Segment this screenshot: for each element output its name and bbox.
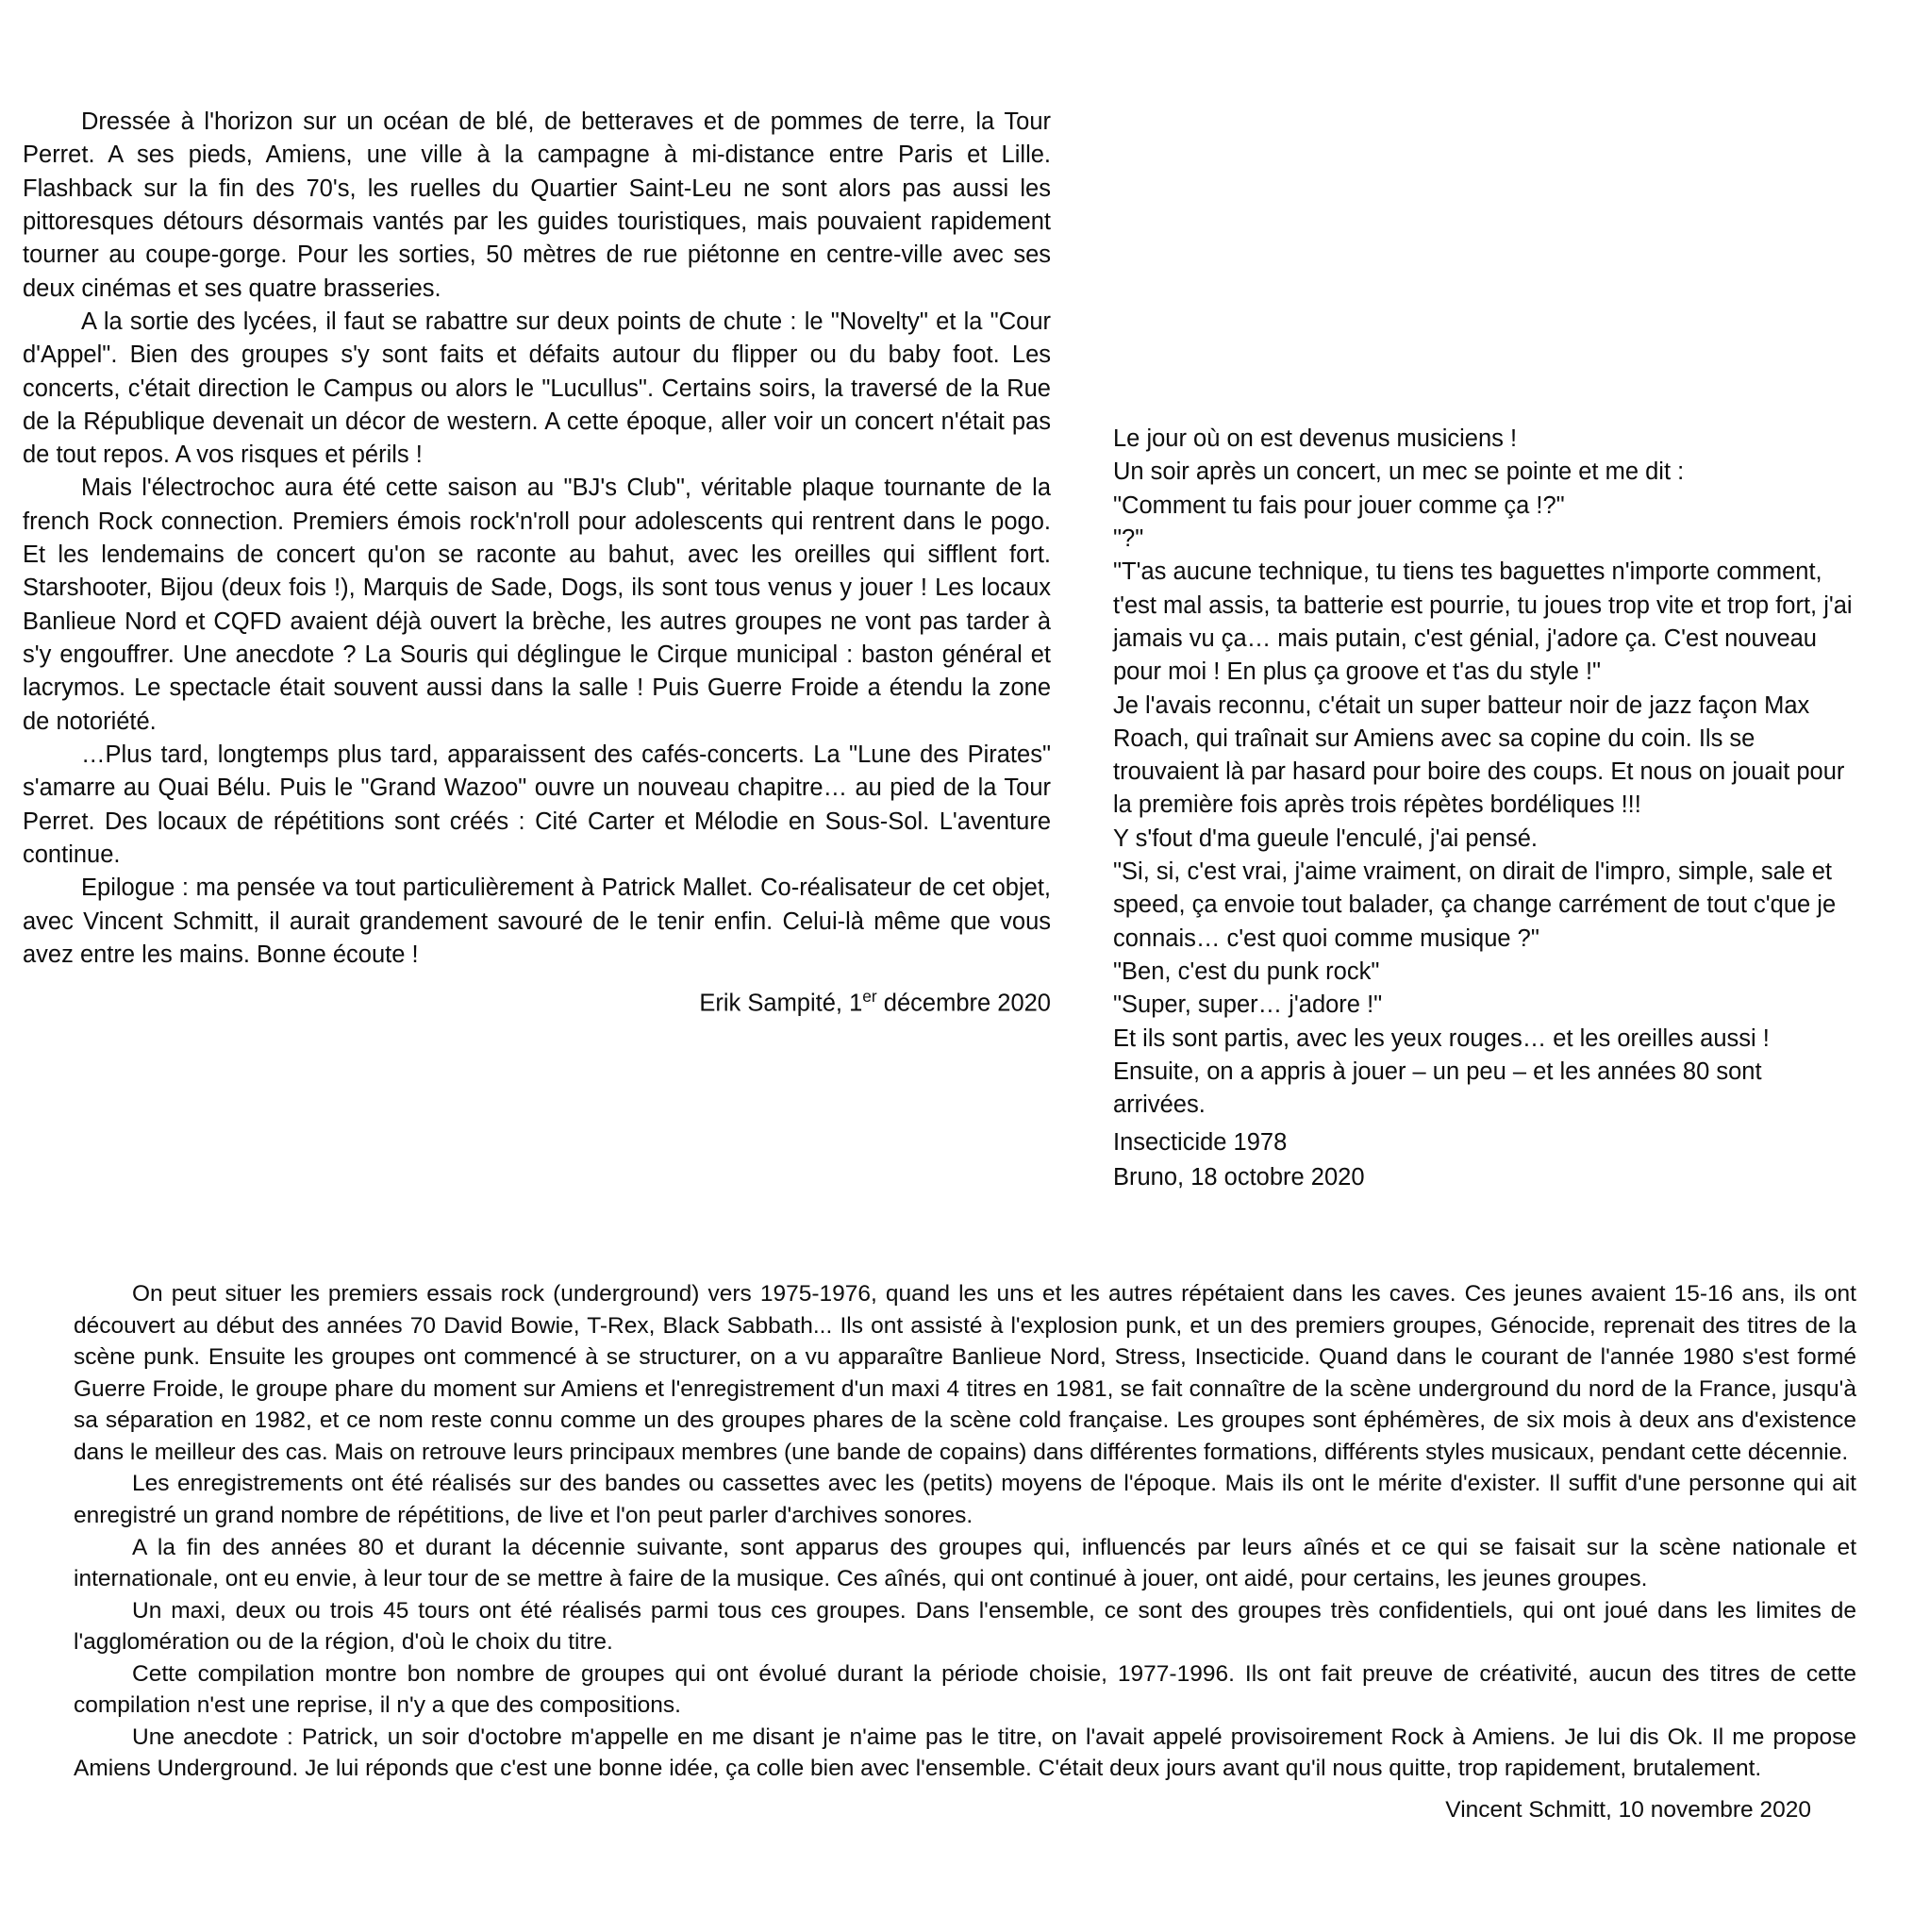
dialogue-line: "Si, si, c'est vrai, j'aime vraiment, on dirait de l'impro, simple, sale et speed, ça envoie tout balader, ça change carrément de tout c'que je connais… c'est quoi comme musique ?" [1113, 858, 1837, 952]
paragraph: A la sortie des lycées, il faut se rabattre sur deux points de chute : le "Novelty" et la "Cour d'Appel". Bien des groupes s'y sont faits et défaits autour du flipper ou du baby foot. Les concerts, c'était direction le Campus ou alors le "Lucullus". Certains soirs, la traversé de la Rue de la République devenait un décor de western. A cette époque, aller voir un concert n'était pas de tout repos. A vos risques et périls ! [23, 308, 1051, 469]
paragraph: Les enregistrements ont été réalisés sur des bandes ou cassettes avec les (petits) moyens de l'époque. Mais ils ont le mérite d'exister. Il suffit d'une personne qui ait enregistré un grand nombre de répétitions, de live et l'on peut parler d'archives sonores. [74, 1471, 1856, 1528]
paragraph: Cette compilation montre bon nombre de groupes qui ont évolué durant la période choisie, 1977-1996. Ils ont fait preuve de créativité, aucun des titres de cette compilation n'est une reprise, il n'y a que des compositions. [74, 1660, 1856, 1719]
signature-name: Erik Sampité, 1 [699, 990, 863, 1017]
dialogue-line: Le jour où on est devenus musiciens ! [1113, 425, 1518, 452]
paragraph: Epilogue : ma pensée va tout particulièrement à Patrick Mallet. Co-réalisateur de cet objet, avec Vincent Schmitt, il aurait grandement savouré de le tenir enfin. Celui-là même que vous avez entre les mains. Bonne écoute ! [23, 874, 1051, 968]
left-column-signature [23, 985, 1051, 1021]
dialogue-line: Un soir après un concert, un mec se pointe et me dit : [1113, 458, 1685, 486]
paragraph: Dressée à l'horizon sur un océan de blé, de betteraves et de pommes de terre, la Tour Perret. A ses pieds, Amiens, une ville à la campagne à mi-distance entre Paris et Lille. Flashback sur la fin des 70's, les ruelles du Quartier Saint-Leu ne sont alors pas aussi les pittoresques détours désormais vantés par les guides touristiques, mais pouvaient rapidement tourner au coupe-gorge. Pour les sorties, 50 mètres de rue piétonne en centre-ville avec ses deux cinémas et ses quatre brasseries. [23, 108, 1051, 302]
dialogue-line: "T'as aucune technique, tu tiens tes baguettes n'importe comment, t'est mal assis, ta batterie est pourrie, tu joues trop vite et trop fort, j'ai jamais vu ça… mais putain, c'est génial, j'adore ça. C'est nouveau pour moi ! En plus ça groove et t'as du style !" [1113, 558, 1853, 686]
bottom-signature: Vincent Schmitt, 10 novembre 2020 [1445, 1797, 1811, 1823]
dialogue-line: Ensuite, on a appris à jouer – un peu – et les années 80 sont arrivées. [1113, 1058, 1762, 1119]
paragraph: Une anecdote : Patrick, un soir d'octobre m'appelle en me disant je n'aime pas le titre, on l'avait appelé provisoirement Rock à Amiens. Je lui dis Ok. Il me propose Amiens Underground. Je lui réponds que c'est une bonne idée, ça colle bien avec l'ensemble. C'était deux jours avant qu'il nous quitte, trop rapidement, brutalement. [74, 1724, 1856, 1782]
signature-date: décembre 2020 [876, 990, 1051, 1017]
signature-ordinal: er [862, 987, 877, 1007]
paragraph: On peut situer les premiers essais rock (underground) vers 1975-1976, quand les uns et les autres répétaient dans les caves. Ces jeunes avaient 15-16 ans, ils ont découvert au début des années 70 David Bowie, T-Rex, Black Sabbath... Ils ont assisté à l'explosion punk, et un des premiers groupes, Génocide, reprenait des titres de la scène punk. Ensuite les groupes ont commencé à se structurer, on a vu apparaître Banlieue Nord, Stress, Insecticide. Quand dans le courant de l'année 1980 s'est formé Guerre Froide, le groupe phare du moment sur Amiens et l'enregistrement d'un maxi 4 titres en 1981, se fait connaître de la scène underground du nord de la France, jusqu'à sa séparation en 1982, et ce nom reste connu comme un des groupes phares de la scène cold française. Les groupes sont éphémères, de six mois à deux ans d'existence dans le meilleur des cas. Mais on retrouve leurs principaux membres (une bande de copains) dans différentes formations, différents styles musicaux, pendant cette décennie. [74, 1281, 1856, 1465]
bottom-column-text [74, 1278, 1856, 1826]
dialogue-line: Et ils sont partis, avec les yeux rouges… et les oreilles aussi ! [1113, 1024, 1770, 1052]
paragraph: …Plus tard, longtemps plus tard, apparaissent des cafés-concerts. La "Lune des Pirates" s'amarre au Quai Bélu. Puis le "Grand Wazoo" ouvre un nouveau chapitre… au pied de la Tour Perret. Des locaux de répétitions sont créés : Cité Carter et Mélodie en Sous-Sol. L'aventure continue. [23, 741, 1051, 868]
dialogue-line: "?" [1113, 525, 1144, 552]
right-column-text [1113, 423, 1858, 1194]
dialogue-line: "Ben, c'est du punk rock" [1113, 958, 1380, 985]
left-column-text [23, 106, 1051, 1021]
dialogue-line: Y s'fout d'ma gueule l'enculé, j'ai pensé. [1113, 824, 1538, 852]
paragraph: Un maxi, deux ou trois 45 tours ont été réalisés parmi tous ces groupes. Dans l'ensemble, ce sont des groupes très confidentiels, qui ont joué dans les limites de l'agglomération ou de la région, d'où le choix du titre. [74, 1597, 1856, 1656]
dialogue-line: Je l'avais reconnu, c'était un super batteur noir de jazz façon Max Roach, qui traînait sur Amiens avec sa copine du coin. Ils se trouvaient là par hasard pour boire des coups. Et nous on jouait pour la première fois après trois répètes bordéliques !!! [1113, 691, 1845, 819]
right-column-signature-author: Bruno, 18 octobre 2020 [1113, 1163, 1365, 1191]
paragraph: Mais l'électrochoc aura été cette saison au "BJ's Club", véritable plaque tournante de la french Rock connection. Premiers émois rock'n'roll pour adolescents qui rentrent dans le pogo. Et les lendemains de concert qu'on se raconte au bahut, avec les oreilles qui sifflent fort. Starshooter, Bijou (deux fois !), Marquis de Sade, Dogs, ils sont tous venus y jouer ! Les locaux Banlieue Nord et CQFD avaient déjà ouvert la brèche, les autres groupes ne vont pas tarder à s'y engouffrer. Une anecdote ? La Souris qui déglingue le Cirque municipal : baston général et lacrymos. Le spectacle était souvent aussi dans la salle ! Puis Guerre Froide a étendu la zone de notoriété. [23, 475, 1051, 735]
dialogue-line: "Super, super… j'adore !" [1113, 991, 1383, 1019]
right-column-signature-band: Insecticide 1978 [1113, 1128, 1288, 1156]
dialogue-line: "Comment tu fais pour jouer comme ça !?" [1113, 491, 1565, 519]
paragraph: A la fin des années 80 et durant la décennie suivante, sont apparus des groupes qui, influencés par leurs aînés et ce qui se faisait sur la scène nationale et internationale, ont eu envie, à leur tour de se mettre à faire de la musique. Ces aînés, qui ont continué à jouer, ont aidé, pour certains, les jeunes groupes. [74, 1534, 1856, 1592]
